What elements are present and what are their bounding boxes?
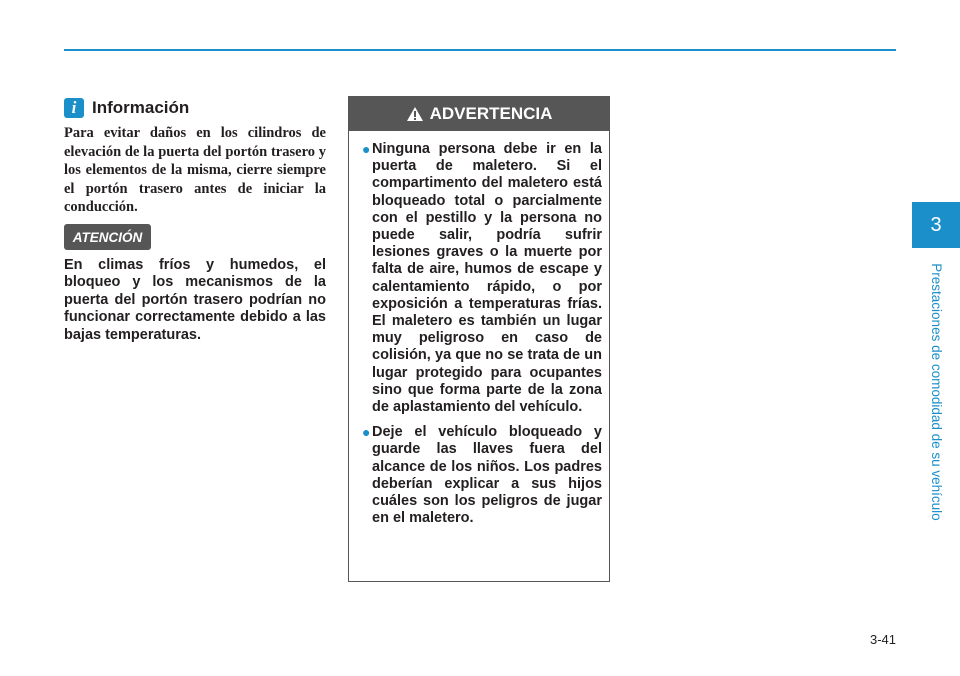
warning-title: ADVERTENCIA [429, 104, 553, 123]
warning-item [362, 424, 602, 527]
information-heading [64, 96, 189, 120]
chapter-title: Prestaciones de comodidad de su vehículo [929, 263, 944, 521]
information-title: Información [92, 98, 190, 117]
warning-item [362, 141, 602, 416]
warning-list [362, 141, 602, 535]
warning-item-text: Ninguna persona debe ir en la puerta de maletero. Si el compartimento del maletero está bloqueado total o parcialmente con el pestillo y la persona no puede salir, podría sufrir lesiones graves o la muerte por falta de aire, humos de escape y calentamiento rápido, o por exposición a temperaturas frías. El maletero es también un lugar muy peligroso en caso de colisión, ya que no se trata de un lugar protegido para ocupantes sino que forma parte de la zona de aplastamiento del vehículo. [372, 141, 602, 416]
header-rule [64, 49, 896, 51]
page-number: 3-41 [869, 632, 896, 647]
warning-triangle-icon [406, 106, 424, 122]
bullet-icon: ● [362, 424, 371, 441]
warning-box [348, 96, 610, 582]
chapter-tab: 3 [912, 202, 960, 248]
warning-item-text: Deje el vehículo bloqueado y guarde las llaves fuera del alcance de los niños. Los padres deberían explicar a sus hijos cuáles son los peligros de jugar en el maletero. [372, 424, 602, 527]
caution-text: En climas fríos y humedos, el bloqueo y los mecanismos de la puerta del portón trasero podrían no funcionar correctamente debido a las bajas temperaturas. [64, 257, 326, 343]
information-text: Para evitar daños en los cilindros de elevación de la puerta del portón trasero y los elementos de la misma, cierre siempre el portón trasero antes de iniciar la conducción. [64, 125, 326, 216]
bullet-icon: ● [362, 141, 371, 157]
info-icon: i [64, 98, 84, 118]
caution-badge: ATENCIÓN [64, 224, 151, 250]
warning-header [349, 97, 609, 131]
